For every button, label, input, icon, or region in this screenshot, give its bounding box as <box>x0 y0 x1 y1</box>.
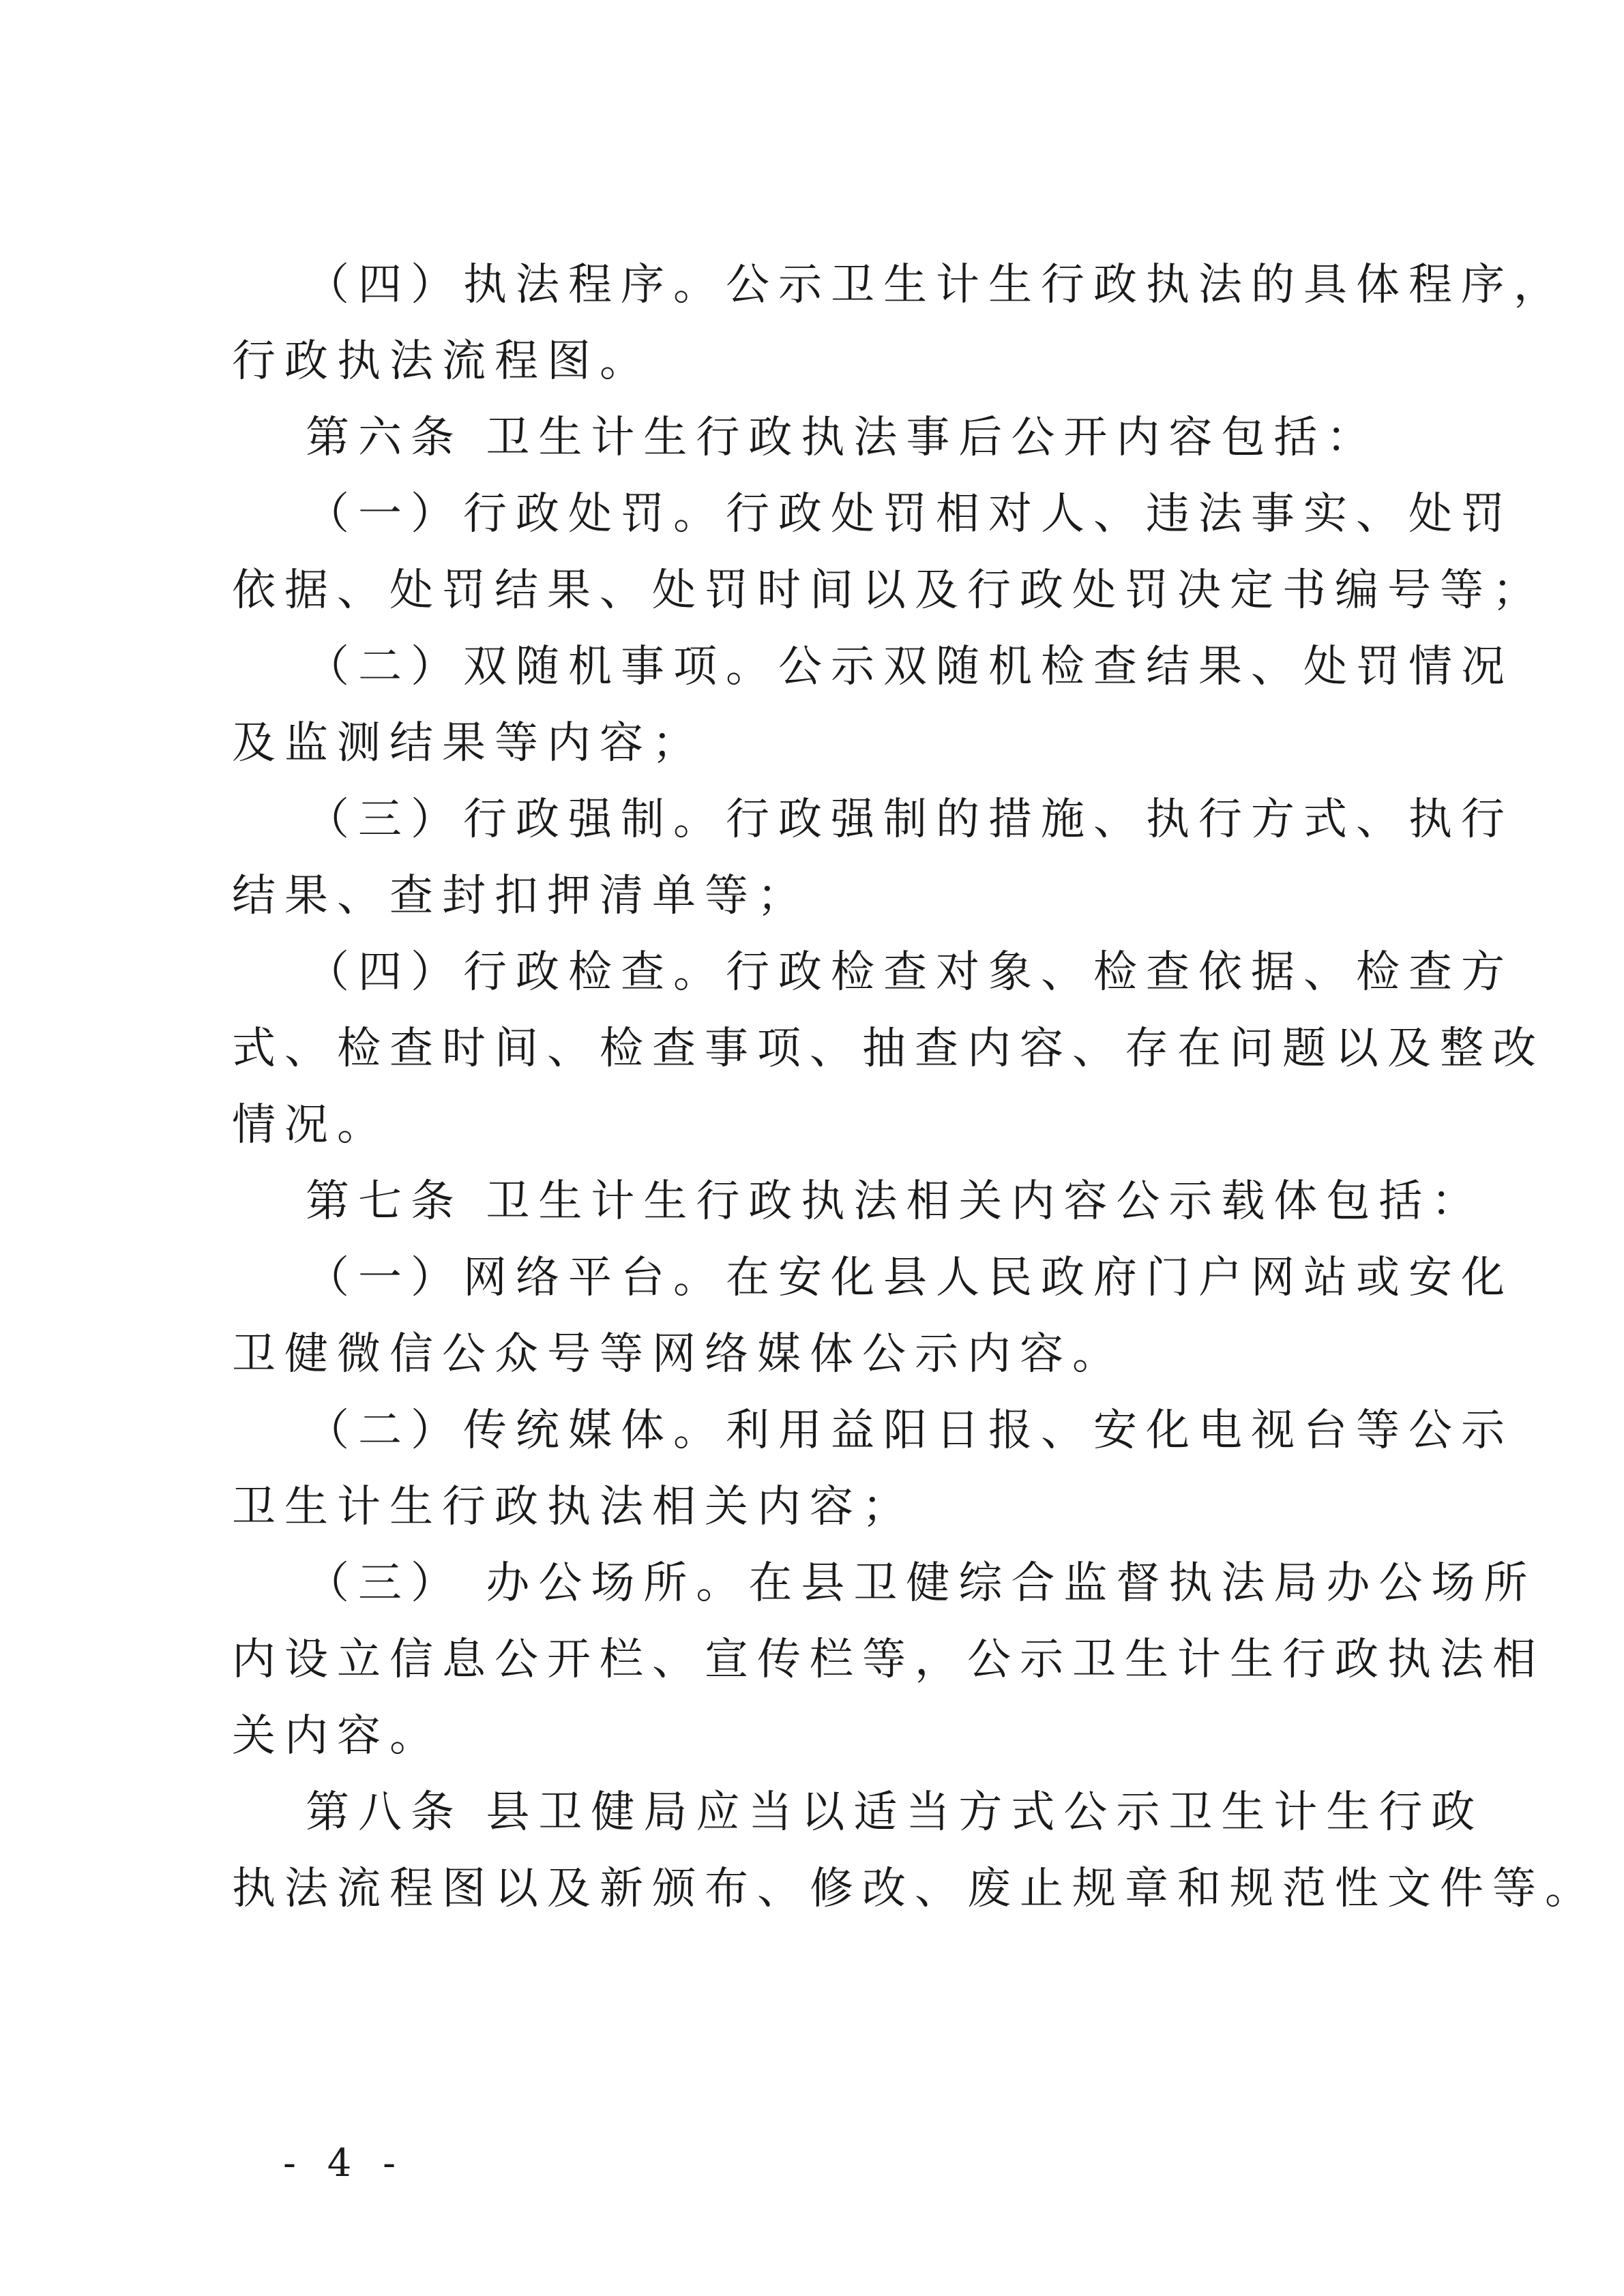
text-line: 关内容。 <box>232 1711 442 1761</box>
text-line: 内设立信息公开栏、宣传栏等，公示卫生计生行政执法相 <box>232 1635 1545 1685</box>
text-line: 结果、查封扣押清单等； <box>232 871 810 921</box>
text-line: 第八条 县卫健局应当以适当方式公示卫生计生行政 <box>306 1787 1484 1838</box>
text-line: （四）行政检查。行政检查对象、检查依据、检查方 <box>306 947 1514 998</box>
text-line: （三） 办公场所。在县卫健综合监督执法局办公场所 <box>306 1558 1537 1609</box>
text-line: （二）传统媒体。利用益阳日报、安化电视台等公示 <box>306 1405 1514 1456</box>
text-line: 第六条 卫生计生行政执法事后公开内容包括： <box>306 413 1379 463</box>
text-line: 依据、处罚结果、处罚时间以及行政处罚决定书编号等； <box>232 565 1545 616</box>
text-line: （四）执法程序。公示卫生计生行政执法的具体程序， <box>306 260 1566 310</box>
text-line: 及监测结果等内容； <box>232 718 705 769</box>
text-line: 情况。 <box>232 1100 389 1150</box>
text-line: 式、检查时间、检查事项、抽查内容、存在问题以及整改 <box>232 1024 1545 1074</box>
document-body <box>232 247 1597 1927</box>
text-line: 第七条 卫生计生行政执法相关内容公示载体包括： <box>306 1176 1484 1227</box>
text-line: （一）网络平台。在安化县人民政府门户网站或安化 <box>306 1253 1514 1303</box>
text-line: 卫生计生行政执法相关内容； <box>232 1482 915 1532</box>
text-line: （一）行政处罚。行政处罚相对人、违法事实、处罚 <box>306 489 1514 539</box>
text-line: 执法流程图以及新颁布、修改、废止规章和规范性文件等。 <box>232 1864 1597 1914</box>
page-number: - 4 - <box>283 2141 406 2186</box>
text-line: 行政执法流程图。 <box>232 336 652 387</box>
text-line: （三）行政强制。行政强制的措施、执行方式、执行 <box>306 794 1514 845</box>
text-line: （二）双随机事项。公示双随机检查结果、处罚情况 <box>306 642 1514 692</box>
text-line: 卫健微信公众号等网络媒体公示内容。 <box>232 1329 1125 1380</box>
